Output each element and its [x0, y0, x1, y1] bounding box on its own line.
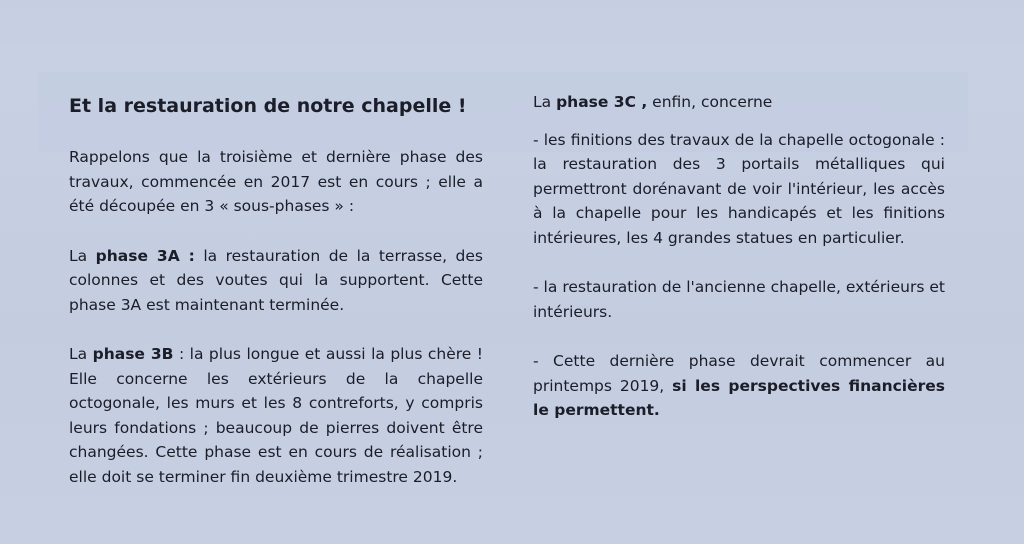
- intro-paragraph: Rappelons que la troisième et dernière phase des travaux, commencée en 2017 est en cours ; elle a été découpée en 3 « sous-phases » :: [69, 148, 483, 215]
- article-title: Et la restauration de notre chapelle !: [69, 95, 467, 117]
- phase-3a-label: phase 3A :: [95, 246, 195, 265]
- phase-3b-paragraph: [69, 342, 483, 489]
- phase-3b-label: phase 3B: [92, 345, 174, 363]
- calendrier-text: - Cette dernière phase devrait commencer au printemps 2019,: [533, 352, 945, 395]
- phase-3a-paragraph: [69, 244, 483, 318]
- phase-3c-item-ancienne-chapelle: - la restauration de l'ancienne chapelle, extérieurs et intérieurs.: [533, 278, 945, 321]
- phase-3b-prefix: La: [69, 345, 93, 363]
- phase-3c-heading: [533, 90, 945, 115]
- phase-3b-text: : la plus longue et aussi la plus chère ! Elle concerne les extérieurs de la chapelle octogonale, les murs et les 8 contreforts, y compris leurs fondations ; beaucoup de pierres doivent être changées. Cette phase est en cours de réalisation ; elle doit se terminer fin deuxième trimestre 2019.: [69, 345, 483, 486]
- phase-3a-prefix: La: [69, 246, 96, 265]
- phase-3a-text: la restauration de la terrasse, des colonnes et des voutes qui la supportent. Cette phase 3A est maintenant terminée.: [69, 246, 483, 314]
- phase-3c-item-finitions: - les finitions des travaux de la chapelle octogonale : la restauration des 3 portails métalliques qui permettront dorénavant de voir l'intérieur, les accès à la chapelle pour les handicapés et les finitions intérieures, les 4 grandes statues en particulier.: [533, 130, 945, 247]
- phase-3c-prefix: La: [533, 93, 557, 111]
- left-column: [69, 92, 483, 489]
- phase-3c-text: enfin, concerne: [647, 93, 773, 111]
- phase-3c-label: phase 3C ,: [556, 93, 648, 111]
- calendrier-bold: si les perspectives financières le permettent.: [533, 376, 945, 419]
- right-column: [533, 90, 945, 423]
- phase-3c-item-calendrier: [533, 349, 945, 423]
